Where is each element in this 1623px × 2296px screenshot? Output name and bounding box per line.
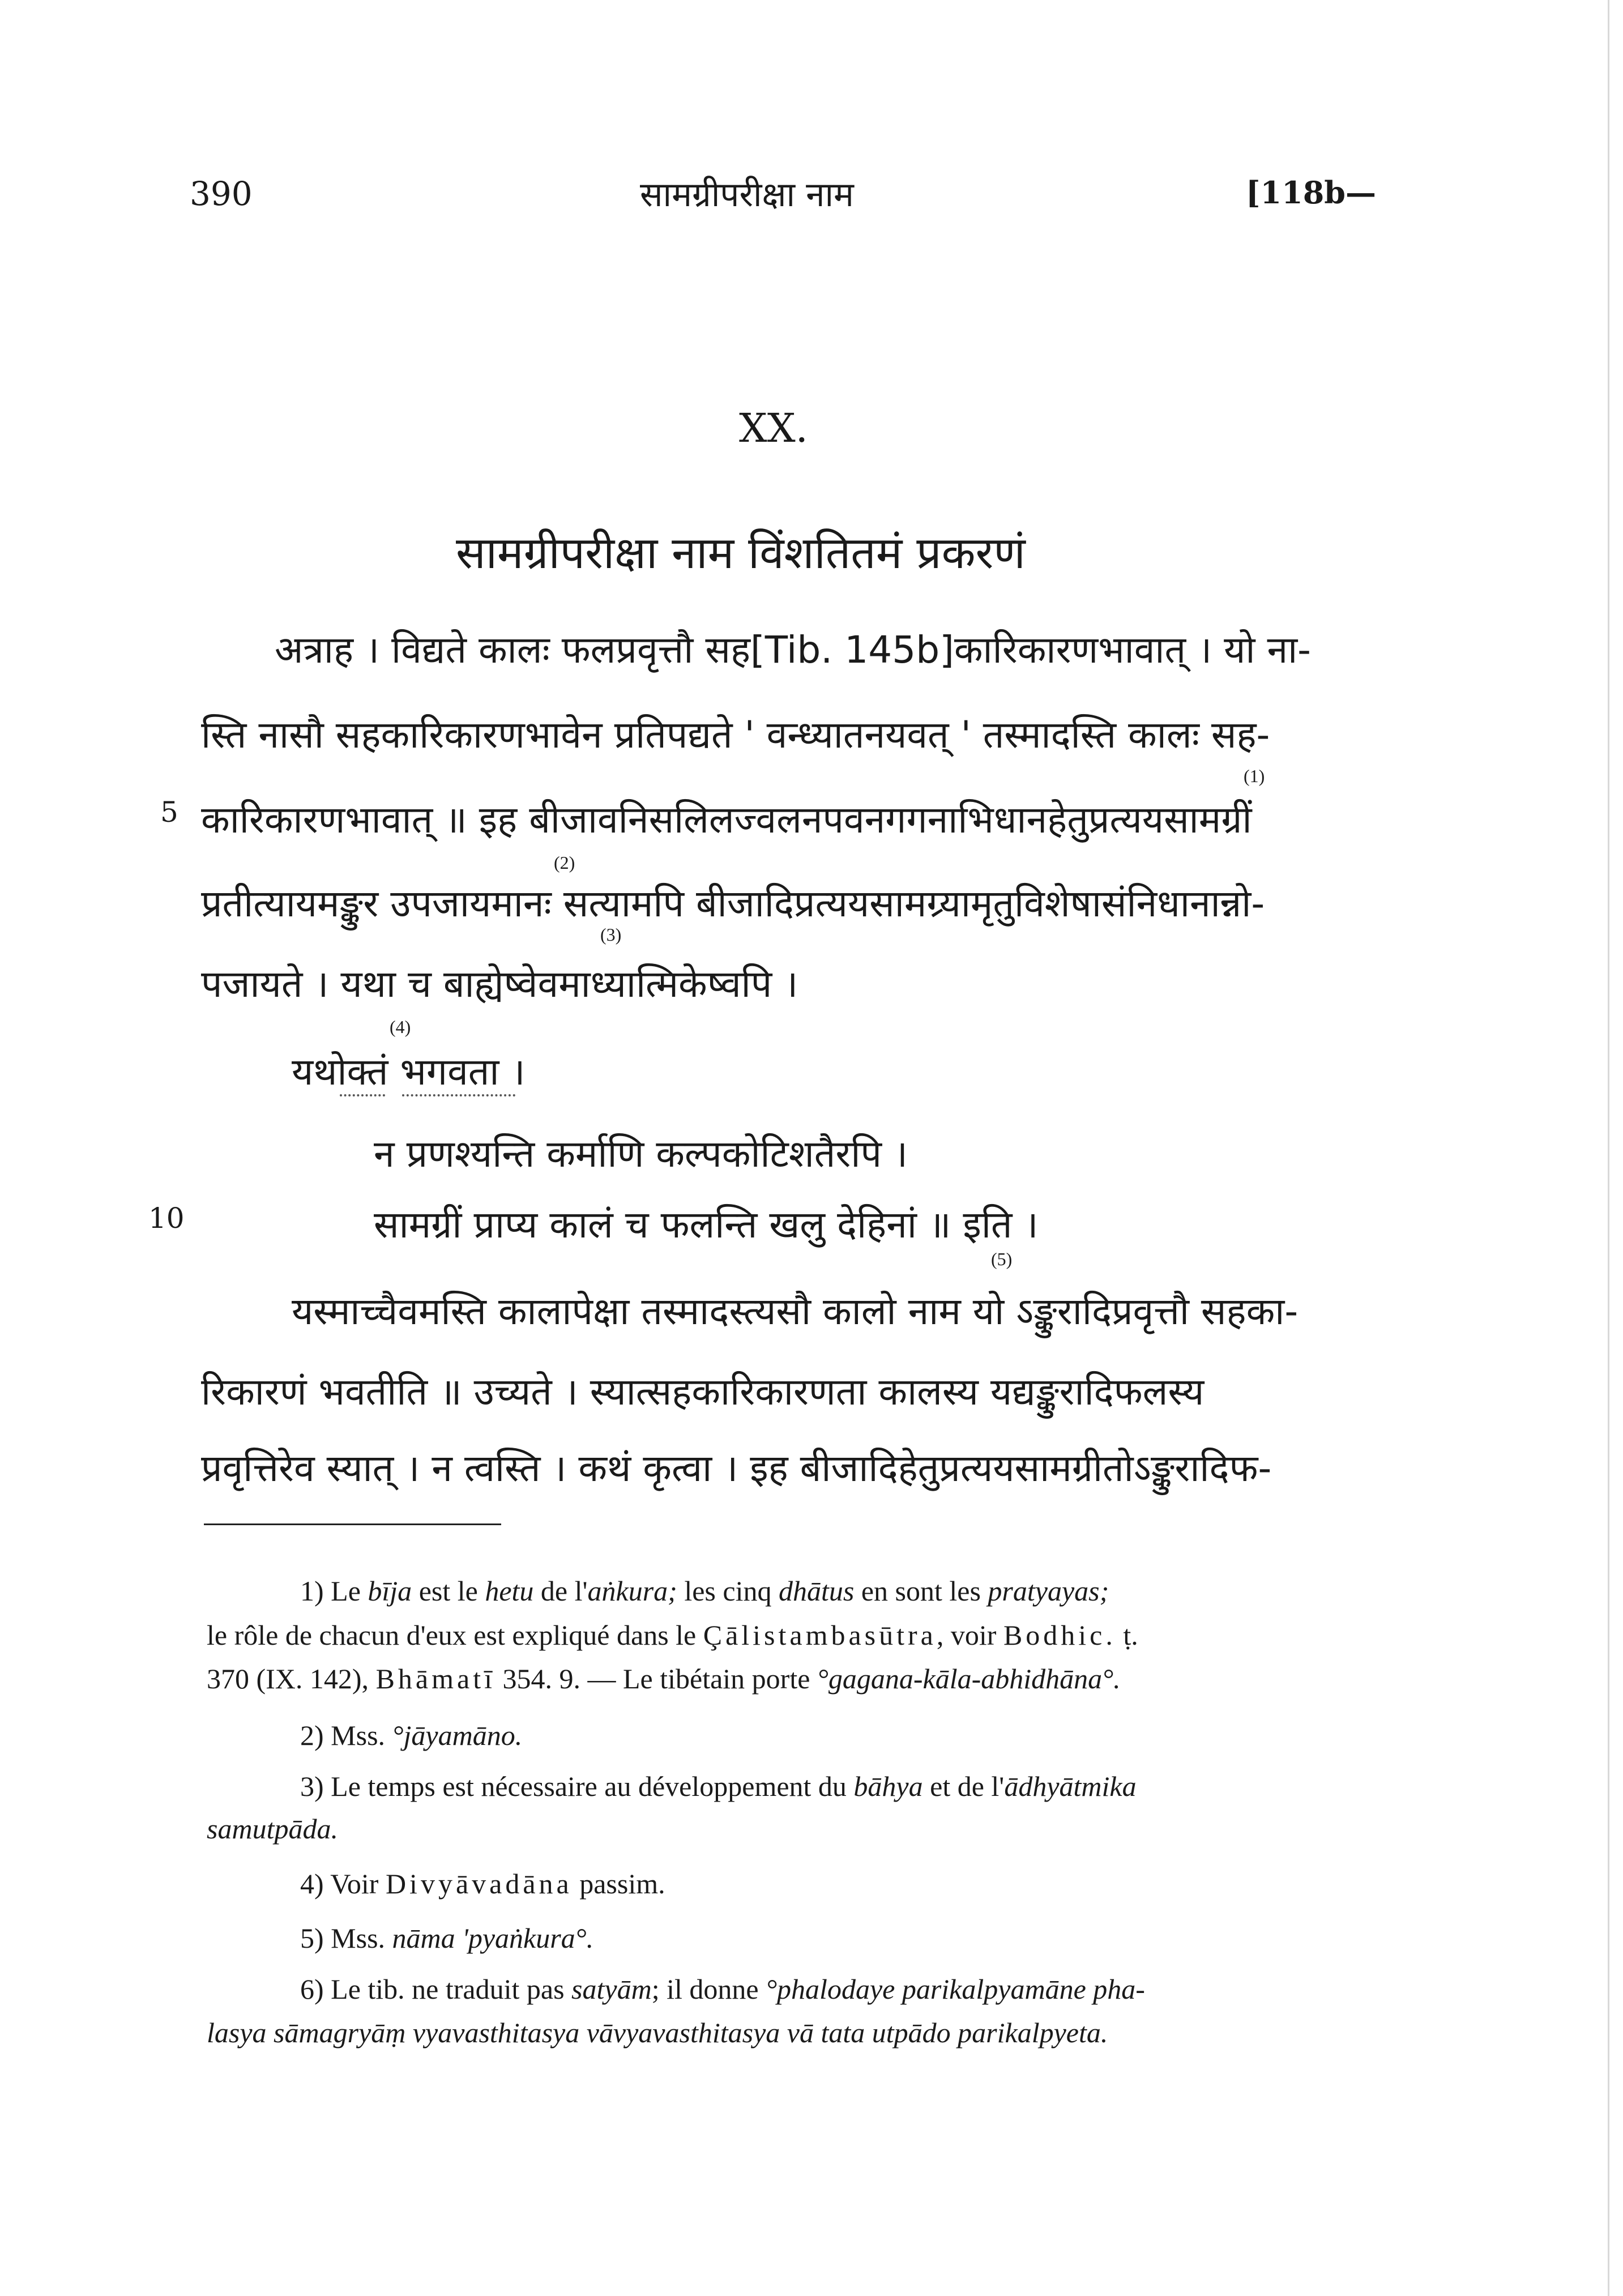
text-line-7: यस्माच्चैवमस्ति कालापेक्षा तस्मादस्त्यसौ कालो नाम यो ऽङ्कुरादिप्रवृत्तौ सहका- xyxy=(292,1290,1299,1333)
footnote-text: les cinq xyxy=(677,1575,779,1607)
chapter-numeral: XX. xyxy=(739,405,808,451)
footnote-marker-1: (1) xyxy=(1244,766,1265,786)
text-line-8: रिकारणं भवतीति ॥ उच्यते । स्यात्सहकारिकारणता कालस्य यद्यङ्कुरादिफलस्य xyxy=(201,1370,1205,1414)
text-line-3: कारिकारणभावात् ॥ इह बीजावनिसलिलज्वलनपवनगगनाभिधानहेतुप्रत्ययसामग्रीं xyxy=(201,798,1252,842)
footnote-text: 3) Le temps est nécessaire au développement du xyxy=(300,1770,854,1802)
footnote-term: Divyāvadāna xyxy=(385,1868,573,1900)
verse-line-2: सामग्रीं प्राप्य कालं च फलन्ति खलु देहिनां ॥ इति । xyxy=(374,1203,1039,1247)
footnote-term: lasya sāmagryāṃ vyavasthitasya vāvyavasthitasya vā tata utpādo parikalpyeta. xyxy=(207,2017,1108,2049)
footnote-text: ; il donne xyxy=(651,1973,766,2005)
line-number-5: 5 xyxy=(160,796,178,829)
footnote-text: 1) Le xyxy=(300,1575,368,1607)
footnote-6-line-1 xyxy=(300,1973,1145,2005)
folio-reference: [118b— xyxy=(1246,174,1377,211)
footnote-text: 5) Mss. xyxy=(300,1922,392,1954)
footnote-1-line-1 xyxy=(300,1574,1109,1607)
footnote-3-line-1 xyxy=(300,1770,1137,1803)
footnote-6-line-2 xyxy=(207,2016,1108,2049)
footnote-marker-4: (4) xyxy=(390,1017,411,1037)
footnote-term: ādhyātmika xyxy=(1004,1770,1137,1802)
footnote-term: Çālistambasūtra xyxy=(703,1619,937,1651)
footnote-term: dhātus xyxy=(778,1575,855,1607)
footnote-1-line-2 xyxy=(207,1619,1138,1651)
text-line-6: यथोक्तं भगवता । xyxy=(292,1050,526,1094)
wavy-underline xyxy=(340,1087,385,1096)
page-number: 390 xyxy=(190,174,253,213)
wavy-underline xyxy=(402,1087,515,1096)
footnote-term: satyām xyxy=(571,1973,652,2005)
footnote-text: 370 (IX. 142), xyxy=(207,1663,376,1695)
footnote-marker-5: (5) xyxy=(991,1249,1013,1269)
footnote-text: 4) Voir xyxy=(300,1868,386,1900)
footnote-text: 2) Mss. xyxy=(300,1719,392,1751)
footnote-text: est le xyxy=(412,1575,485,1607)
line-number-10: 10 xyxy=(148,1202,185,1235)
footnote-text: en sont les xyxy=(854,1575,988,1607)
footnote-term: °gagana-kāla-abhidhāna°. xyxy=(817,1663,1121,1695)
footnote-term: samutpāda. xyxy=(207,1813,338,1845)
text-line-2: स्ति नासौ सहकारिकारणभावेन प्रतिपद्यते ' वन्ध्यातनयवत् ' तस्मादस्ति कालः सह- xyxy=(201,713,1270,757)
running-title: सामग्रीपरीक्षा नाम xyxy=(640,175,854,215)
footnote-4 xyxy=(300,1867,665,1900)
chapter-title: सामग्रीपरीक्षा नाम विंशतितमं प्रकरणं xyxy=(456,528,1026,579)
footnote-term: bāhya xyxy=(853,1770,923,1802)
footnote-5 xyxy=(300,1922,593,1954)
text-line-1: अत्राह । विद्यते कालः फलप्रवृत्तौ सह[Tib. 145b]कारिकारणभावात् । यो ना- xyxy=(275,628,1311,672)
text-line-9: प्रवृत्तिरेव स्यात् । न त्वस्ति । कथं कृत्वा । इह बीजादिहेतुप्रत्ययसामग्रीतोऽङ्कुरादिफ- xyxy=(201,1446,1272,1490)
footnote-text: le rôle de chacun d'eux est expliqué dans le xyxy=(207,1619,703,1651)
footnote-text: , voir xyxy=(936,1619,1003,1651)
footnote-term: °jāyamāno. xyxy=(392,1719,523,1751)
footnote-term: hetu xyxy=(485,1575,534,1607)
footnote-marker-2: (2) xyxy=(554,852,575,873)
verse-line-1: न प्रणश्यन्ति कर्माणि कल्पकोटिशतैरपि । xyxy=(374,1132,908,1176)
footnote-term: Bhāmatī xyxy=(375,1663,496,1695)
footnote-marker-3: (3) xyxy=(600,924,622,945)
footnote-1-line-3 xyxy=(207,1662,1121,1695)
text-line-4: प्रतीत्यायमङ्कुर उपजायमानः सत्यामपि बीजादिप्रत्ययसामग्र्यामृतुविशेषासंनिधानान्नो- xyxy=(201,882,1265,925)
footnote-2 xyxy=(300,1719,522,1752)
footnote-term: aṅkura; xyxy=(587,1575,677,1607)
page-edge-line xyxy=(1608,0,1609,2296)
footnote-3-line-2 xyxy=(207,1812,338,1845)
footnote-text: ṭ. xyxy=(1116,1619,1138,1651)
footnote-term: bīja xyxy=(368,1575,412,1607)
footnote-separator xyxy=(204,1523,501,1525)
footnote-term: pratyayas; xyxy=(988,1575,1109,1607)
footnote-text: passim. xyxy=(572,1868,665,1900)
footnote-text: 354. 9. — Le tibétain porte xyxy=(495,1663,817,1695)
footnote-text: de l' xyxy=(533,1575,588,1607)
footnote-text: 6) Le tib. ne traduit pas xyxy=(300,1973,572,2005)
footnote-term: nāma 'pyaṅkura°. xyxy=(392,1922,594,1954)
footnote-term: Bodhic. xyxy=(1003,1619,1116,1651)
footnote-text: et de l' xyxy=(922,1770,1005,1802)
text-line-5: पजायते । यथा च बाह्येष्वेवमाध्यात्मिकेष्वपि । xyxy=(201,962,798,1006)
footnote-term: °phalodaye parikalpyamāne pha- xyxy=(766,1973,1145,2005)
